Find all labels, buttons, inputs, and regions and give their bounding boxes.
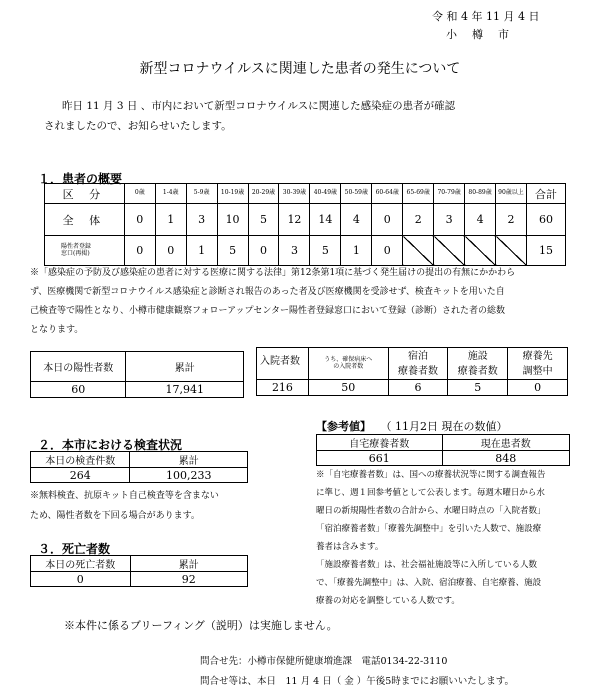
severe-label <box>308 348 388 380</box>
intro-line-1: 昨日 11 月 3 日 、市内において新型コロナウイルスに関連した感染症の患者が確認 <box>62 100 456 112</box>
reference-note <box>316 466 546 610</box>
cell-empty <box>465 236 496 266</box>
positives-cumulative-label: 累計 <box>126 352 244 382</box>
lodging-label-1: 宿泊 <box>407 350 428 362</box>
cell: 3 <box>434 204 465 236</box>
age-header: 0歳 <box>124 184 155 204</box>
home-count: 661 <box>317 451 443 466</box>
age-header: 5-9歳 <box>186 184 217 204</box>
age-header: 65-69歳 <box>403 184 434 204</box>
category-header: 区 分 <box>45 184 125 204</box>
reference-heading-date: （ 11月2日 現在の数値） <box>380 420 508 433</box>
positives-today: 60 <box>31 382 126 398</box>
hospitalized: 216 <box>257 380 309 396</box>
age-header: 40-49歳 <box>310 184 341 204</box>
cell: 1 <box>155 204 186 236</box>
cell: 5 <box>310 236 341 266</box>
age-header-row <box>45 184 566 204</box>
cell-empty <box>403 236 434 266</box>
deaths-cumulative-label: 累計 <box>130 556 247 572</box>
section-3-heading: ３．死亡者数 <box>38 542 111 556</box>
tests-cumulative-label: 累計 <box>130 452 248 468</box>
severe-label-1: うち、確保病床へ <box>324 355 373 363</box>
row-label-registration <box>45 236 125 266</box>
cell: 10 <box>217 204 248 236</box>
note-line: 己検査等で陽性となり、小樽市健康観察フォローアップセンター陽性者登録窓口において登録（診断）された者の総数 <box>30 306 506 316</box>
all-row <box>45 204 566 236</box>
note-line: となります。 <box>30 325 84 335</box>
lodging: 6 <box>388 380 448 396</box>
intro-line-2: されましたので、お知らせいたします。 <box>44 120 232 132</box>
current-label: 現在患者数 <box>442 435 570 451</box>
facility-label-1: 施設 <box>467 350 488 362</box>
cell: 3 <box>279 236 310 266</box>
death-table <box>30 555 248 587</box>
reference-heading-label: 【参考値】 <box>316 420 371 433</box>
section-2-note <box>30 486 219 526</box>
contact-deadline: 問合せ等は、本日 11 月 4 日（ 金 ）午後5時までにお願いいたします。 <box>200 676 515 687</box>
facility-label <box>448 348 508 380</box>
cell: 0 <box>124 236 155 266</box>
patient-summary-table <box>44 183 566 266</box>
section-2-heading: ２．本市における検査状況 <box>38 438 183 452</box>
note-line: 「施設療養者数」は、社会福祉施設等に入所している人数 <box>316 560 538 570</box>
cell-total: 60 <box>526 204 565 236</box>
cell: 2 <box>496 204 527 236</box>
cell: 0 <box>155 236 186 266</box>
cell: 12 <box>279 204 310 236</box>
cell: 2 <box>403 204 434 236</box>
lodging-label <box>388 348 448 380</box>
age-header: 70-79歳 <box>434 184 465 204</box>
hospitalized-label: 入院者数 <box>257 348 309 380</box>
tests-cumulative: 100,233 <box>130 468 248 483</box>
cell: 0 <box>372 204 403 236</box>
adjust-label-2: 調整中 <box>522 365 553 377</box>
note-line: 養者は含みます。 <box>316 542 384 552</box>
page-title: 新型コロナウイルスに関連した患者の発生について <box>139 61 461 77</box>
cell: 4 <box>341 204 372 236</box>
note-line: 療養の対応を調整している人数です。 <box>316 596 460 606</box>
note-line: 曜日の新規陽性者数の合計から、水曜日時点の「入院者数」 <box>316 506 546 516</box>
positives-table <box>30 351 244 398</box>
issue-date: 令 和 4 年 11 月 4 日 <box>432 10 540 23</box>
cell-empty <box>434 236 465 266</box>
facility-label-2: 療養者数 <box>457 365 498 377</box>
note-line: に準じ、週１回参考値として公表します。毎週木曜日から水 <box>316 488 545 498</box>
tests-today: 264 <box>31 468 130 483</box>
severe: 50 <box>308 380 388 396</box>
test-table <box>30 451 248 483</box>
deaths-today: 0 <box>31 572 131 587</box>
total-header: 合計 <box>526 184 565 204</box>
tests-today-label: 本日の検査件数 <box>31 452 130 468</box>
row-label-registration-2: 窓口(再掲) <box>61 249 90 257</box>
cell: 5 <box>217 236 248 266</box>
cell: 0 <box>248 236 279 266</box>
cell: 1 <box>341 236 372 266</box>
cell: 0 <box>372 236 403 266</box>
section-1-heading: １．患者の概要 <box>38 172 123 186</box>
lodging-label-2: 療養者数 <box>397 365 438 377</box>
cell: 4 <box>465 204 496 236</box>
adjust-label-1: 療養先 <box>522 350 553 362</box>
current-count: 848 <box>442 451 570 466</box>
positives-today-label: 本日の陽性者数 <box>31 352 126 382</box>
cell: 5 <box>248 204 279 236</box>
severe-label-2: の入院者数 <box>333 362 364 370</box>
age-header: 80-89歳 <box>465 184 496 204</box>
cell-total: 15 <box>526 236 565 266</box>
facility: 5 <box>448 380 508 396</box>
adjust-label <box>508 348 568 380</box>
note-line: ず、医療機関で新型コロナウイルス感染症と診断され報告のあった者及び医療機関を受診せず、検査キットを用いた自 <box>30 287 505 297</box>
age-header: 20-29歳 <box>248 184 279 204</box>
note-line: で、「療養先調整中」は、入院、宿泊療養、自宅療養、施設 <box>316 578 542 588</box>
age-header: 10-19歳 <box>217 184 248 204</box>
cell: 3 <box>186 204 217 236</box>
age-header: 1-4歳 <box>155 184 186 204</box>
registration-row <box>45 236 566 266</box>
briefing-note: ※本件に係るブリーフィング（説明）は実施しません。 <box>64 619 338 632</box>
note-line: 「宿泊療養者数」「療養先調整中」を引いた人数で、施設療 <box>316 524 542 534</box>
age-header: 30-39歳 <box>279 184 310 204</box>
age-header: 50-59歳 <box>341 184 372 204</box>
cell: 14 <box>310 204 341 236</box>
cell-empty <box>496 236 527 266</box>
note-line: ※無料検査、抗原キット自己検査等を含まない <box>30 491 219 501</box>
note-line: ため、陽性者数を下回る場合があります。 <box>30 511 200 521</box>
note-line: ※「感染症の予防及び感染症の患者に対する医療に関する法律」第12条第1項に基づく発生届けの提出の有無にかかわら <box>30 268 516 278</box>
section-1-note <box>30 264 515 340</box>
cell: 1 <box>186 236 217 266</box>
row-label-all: 全 体 <box>45 204 125 236</box>
age-header: 60-64歳 <box>372 184 403 204</box>
contact-info: 問合せ先：小樽市保健所健康増進課 電話0134-22-3110 <box>200 656 448 667</box>
deaths-today-label: 本日の死亡者数 <box>31 556 131 572</box>
issuer: 小 樽 市 <box>446 28 511 41</box>
reference-heading <box>316 418 508 434</box>
age-header: 90歳以上 <box>496 184 527 204</box>
positives-cumulative: 17,941 <box>126 382 244 398</box>
row-label-registration-1: 陽性者登録 <box>61 242 92 250</box>
note-line: ※「自宅療養者数」は、国への療養状況等に関する調査報告 <box>316 470 546 480</box>
hospital-table <box>256 347 568 396</box>
deaths-cumulative: 92 <box>130 572 247 587</box>
home-label: 自宅療養者数 <box>317 435 443 451</box>
cell: 0 <box>124 204 155 236</box>
reference-table <box>316 434 570 466</box>
adjust: 0 <box>508 380 568 396</box>
